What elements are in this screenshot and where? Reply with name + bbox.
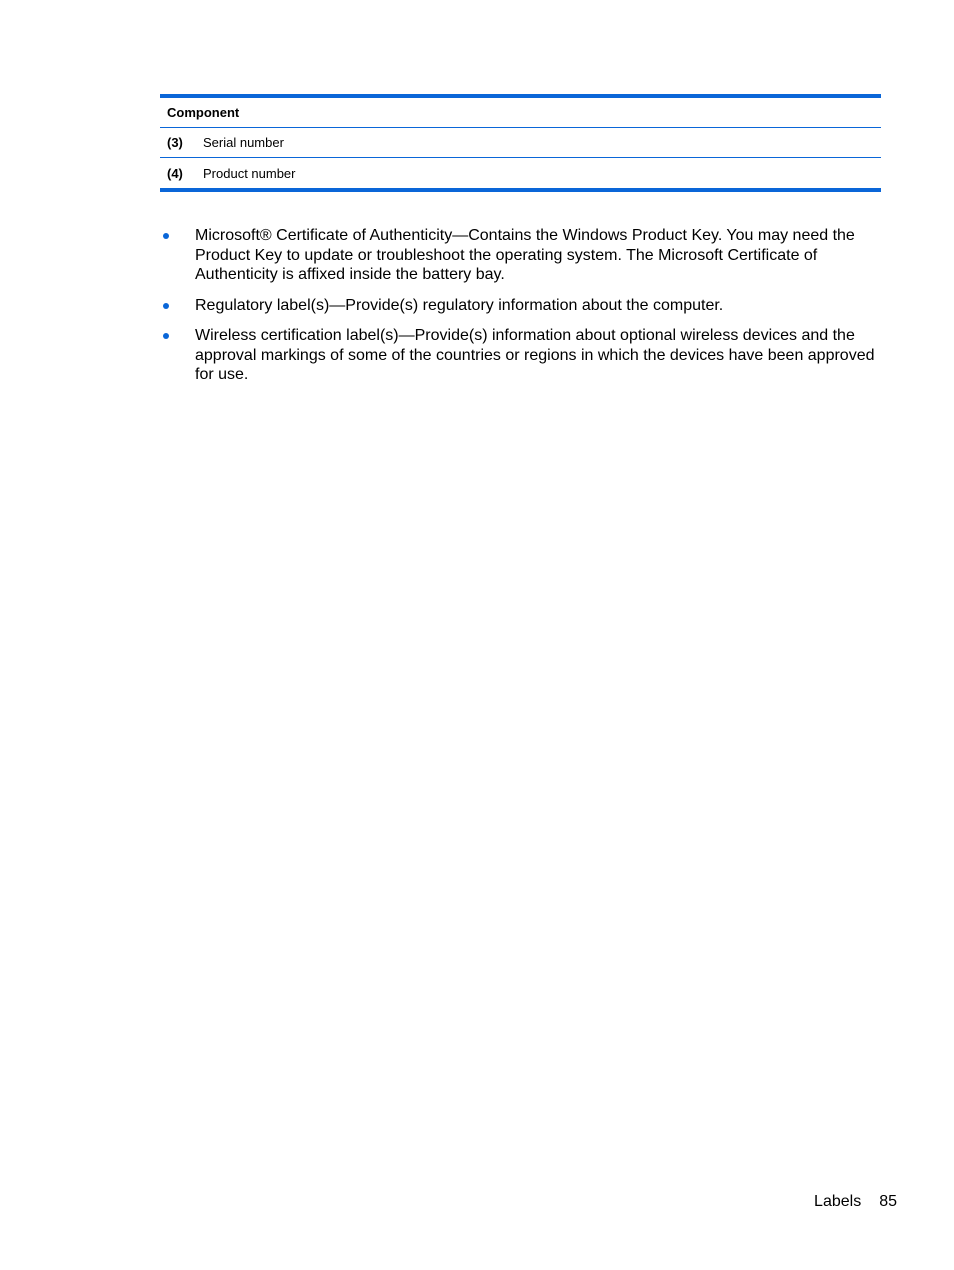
component-number: (4) (167, 165, 183, 181)
table-row (160, 128, 881, 158)
page-footer (814, 1192, 897, 1212)
list-item (160, 296, 885, 316)
list-item (160, 226, 885, 285)
list-item (160, 326, 885, 385)
bullet-icon (163, 303, 169, 309)
component-number: (3) (167, 135, 183, 150)
bullet-icon (163, 233, 169, 239)
component-label: Product number (203, 165, 296, 181)
footer-section: Labels (814, 1193, 862, 1210)
component-table (160, 94, 881, 192)
list-item-text: Microsoft® Certificate of Authenticity—Contains the Windows Product Key. You may need the Product Key to update or troubleshoot the operating system. The Microsoft Certificate of Authenticity is affixed inside the battery bay. (195, 227, 855, 283)
label-list (160, 226, 885, 396)
table-row (160, 158, 881, 188)
bullet-icon (163, 333, 169, 339)
component-label: Serial number (203, 135, 284, 150)
list-item-text: Wireless certification label(s)—Provide(s) information about optional wireless devices and the approval markings of some of the countries or regions in which the devices have been approved for use. (195, 327, 875, 383)
page-number: 85 (879, 1193, 897, 1210)
list-item-text: Regulatory label(s)—Provide(s) regulatory information about the computer. (195, 296, 724, 314)
component-table-header: Component (160, 98, 881, 128)
